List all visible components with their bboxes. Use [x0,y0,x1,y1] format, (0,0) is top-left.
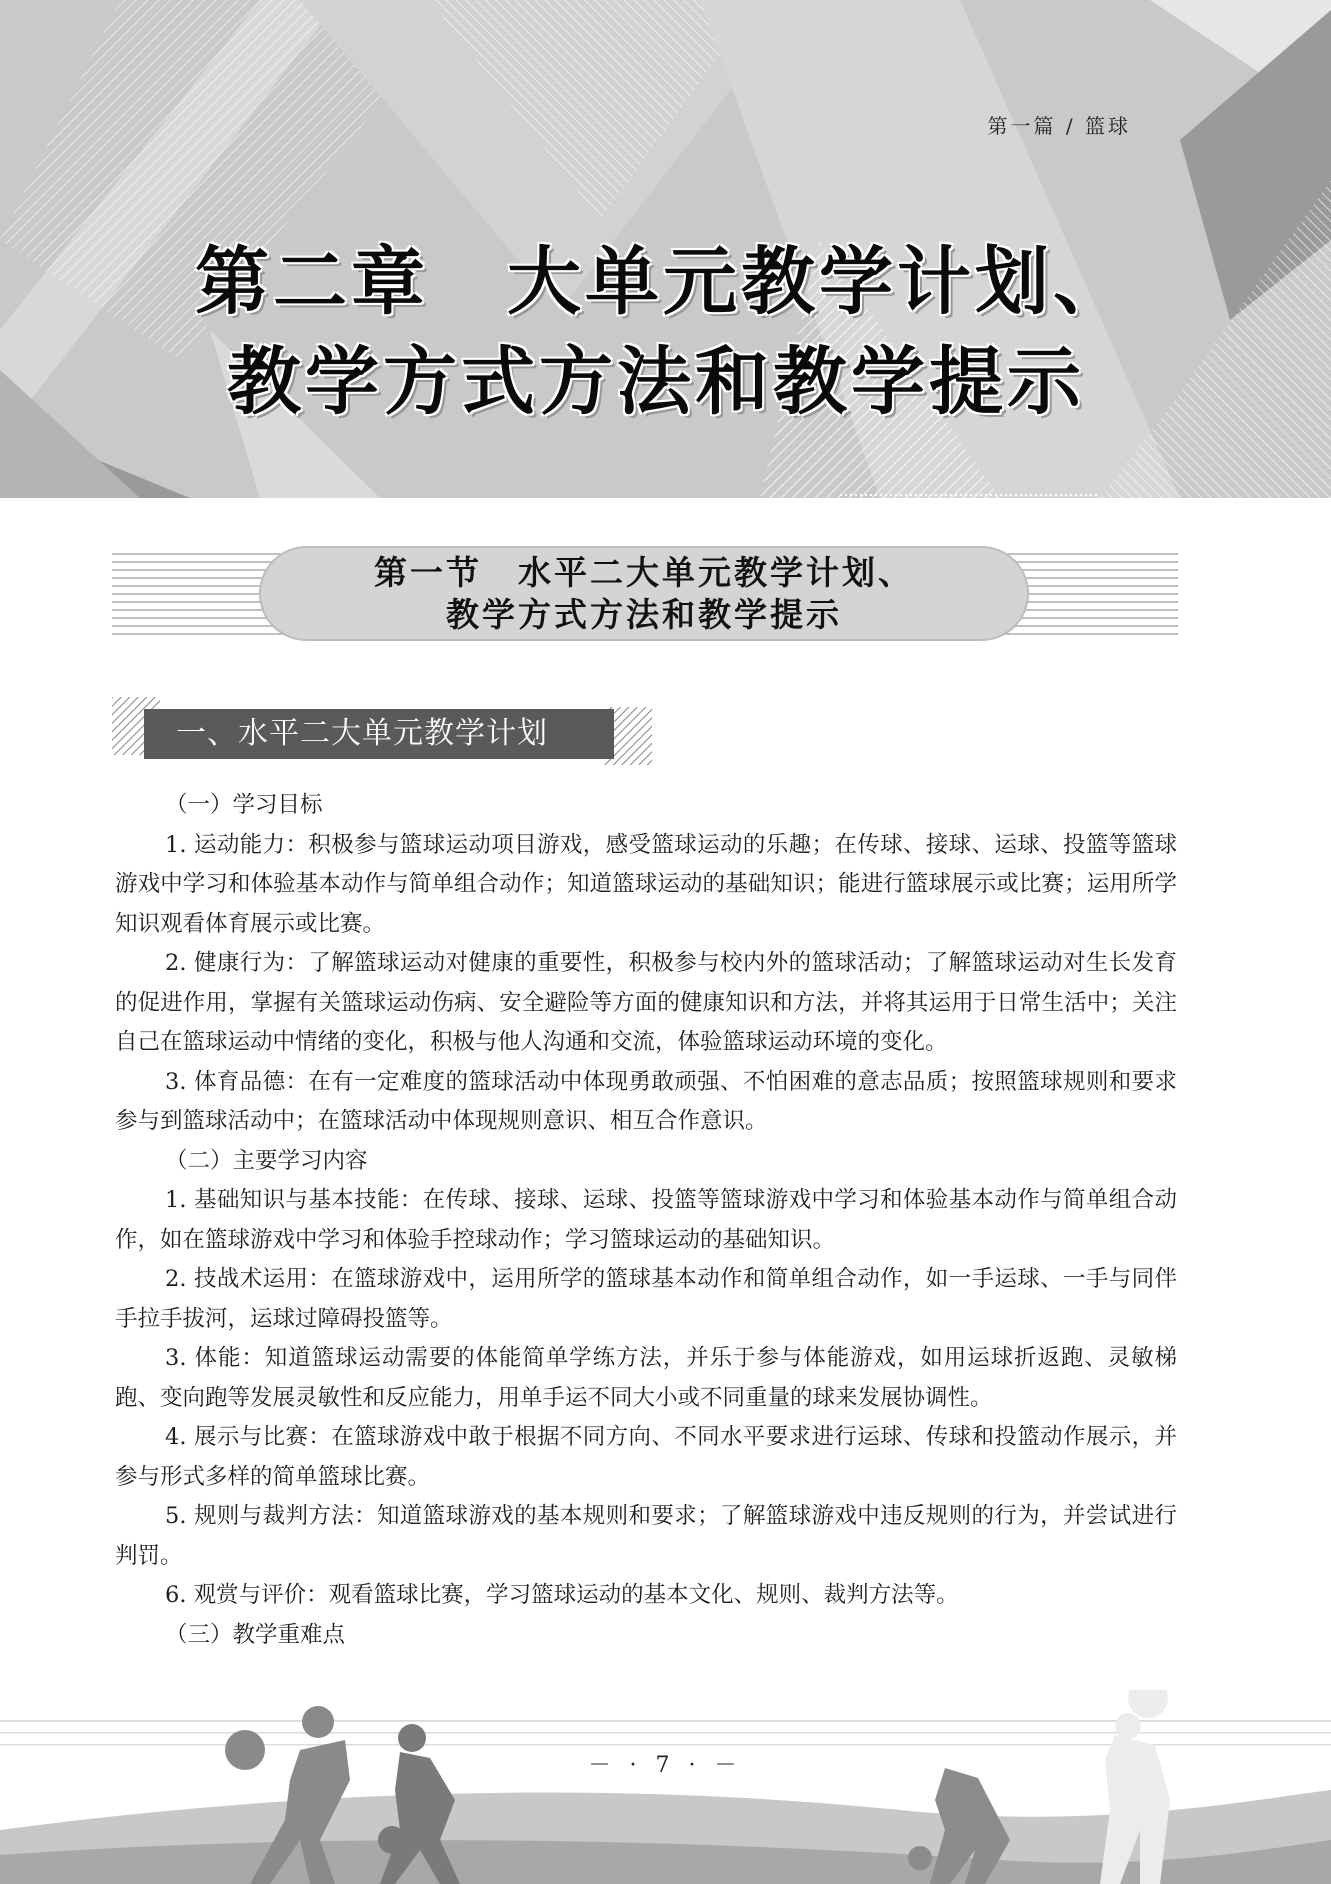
paragraph-rules: 5. 规则与裁判方法：知道篮球游戏的基本规则和要求；了解篮球游戏中违反规则的行为，并尝试进行判罚。 [115,1503,1177,1569]
running-head: 第一篇 / 篮球 [987,114,1131,138]
chapter-title-line2: 教学方式方法和教学提示 [227,339,1085,425]
paragraph-fitness: 3. 体能：知道篮球运动需要的体能简单学练方法，并乐于参与体能游戏，如用运球折返跑、灵敏梯跑、变向跑等发展灵敏性和反应能力，用单手运不同大小或不同重量的球来发展协调性。 [115,1345,1177,1411]
paragraph-showcase: 4. 展示与比赛：在篮球游戏中敢于根据不同方向、不同水平要求进行运球、传球和投篮动作展示，并参与形式多样的简单篮球比赛。 [115,1424,1177,1490]
paragraph-appreciation: 6. 观赏与评价：观看篮球比赛，学习篮球运动的基本文化、规则、裁判方法等。 [165,1582,959,1608]
heading-learning-goals: （一）学习目标 [165,792,323,818]
paragraph-basic-skills: 1. 基础知识与基本技能：在传球、接球、运球、投篮等篮球游戏中学习和体验基本动作与简单组合动作，如在篮球游戏中学习和体验手控球动作；学习篮球运动的基础知识。 [115,1187,1177,1253]
paragraph-motor-ability: 1. 运动能力：积极参与篮球运动项目游戏，感受篮球运动的乐趣；在传球、接球、运球、投篮等篮球游戏中学习和体验基本动作与简单组合动作；知道篮球运动的基础知识；能进行篮球展示或比赛；运用所学知识观看体育展示或比赛。 [115,831,1177,937]
section-title-line1: 第一节 水平二大单元教学计划、 [374,553,914,592]
heading-main-content: （二）主要学习内容 [165,1147,368,1174]
footer-players-illustration [0,1690,1331,1884]
chapter-title [195,232,1195,432]
subsection-heading [112,697,652,767]
section-banner [112,546,1178,641]
body-text [115,786,1177,1655]
subsection-title: 一、水平二大单元教学计划 [176,716,548,751]
section-title [259,552,1029,636]
paragraph-sportsmanship: 3. 体育品德：在有一定难度的篮球活动中体现勇敢顽强、不怕困难的意志品质；按照篮球规则和要求参与到篮球活动中；在篮球活动中体现规则意识、相互合作意识。 [115,1068,1177,1134]
paragraph-health-behavior: 2. 健康行为：了解篮球运动对健康的重要性，积极参与校内外的篮球活动；了解篮球运动对生长发育的促进作用，掌握有关篮球运动伤病、安全避险等方面的健康知识和方法，并将其运用于日常生活中；关注自己在篮球运动中情绪的变化，积极与他人沟通和交流，体验篮球运动环境的变化。 [115,950,1177,1055]
footer-decoration [0,1690,1331,1884]
paragraph-tactics: 2. 技战术运用：在篮球游戏中，运用所学的篮球基本动作和简单组合动作，如一手运球、一手与同伴手拉手拔河，运球过障碍投篮等。 [115,1266,1177,1332]
heading-key-difficulties: （三）教学重难点 [165,1621,346,1648]
page-number: － · 7 · － [588,1753,743,1778]
chapter-banner [0,0,1331,498]
chapter-title-line1: 第二章 大单元教学计划、 [195,239,1131,325]
section-title-line2: 教学方式方法和教学提示 [446,595,842,634]
